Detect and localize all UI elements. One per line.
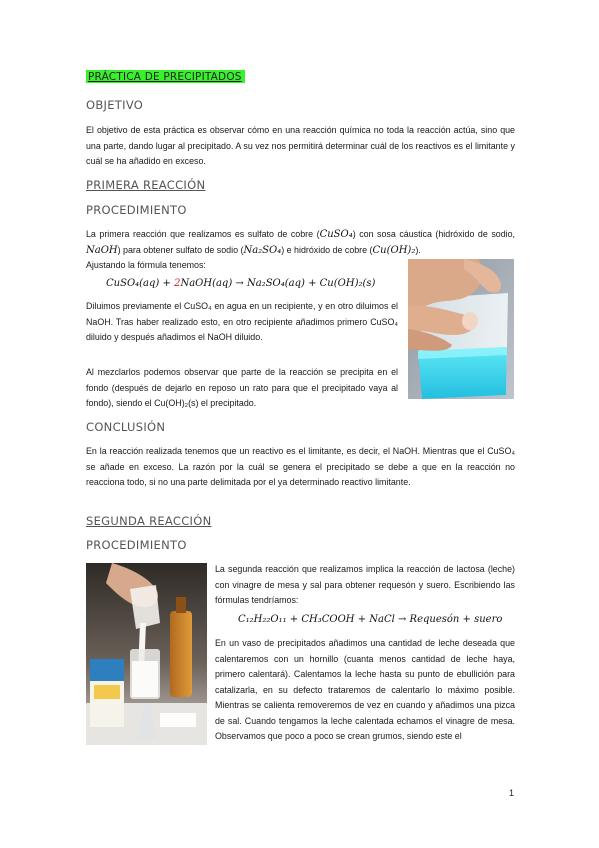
first-reaction-heading: PRIMERA REACCIÓN — [86, 178, 206, 192]
intro-text-d: ) e hidróxido de cobre ( — [281, 244, 373, 255]
conclusion-heading: CONCLUSIÓN — [86, 420, 166, 434]
intro-text-e: ). — [415, 244, 421, 255]
second-procedure-paragraph: En un vaso de precipitados añadimos una cantidad de leche deseada que calentaremos con un hornillo (cuanta menos cantidad de leche haya, primero calentará). Calentamos la leche hasta su punto de ebullición para catalizarla, en su defecto trataremos de calentarlo lo máximo posible. Mientras se calienta removeremos de vez en cuando y añadimos una pizca de sal. Cuando tengamos la leche calentada echamos el vinagre de mesa. Observamos que poco a poco se crean grumos, siendo este el — [215, 638, 515, 741]
second-reaction-heading: SEGUNDA REACCIÓN — [86, 514, 212, 528]
milk-pouring-photo — [86, 563, 207, 745]
equation-coefficient: 2 — [174, 278, 181, 289]
second-intro-paragraph: La segunda reacción que realizamos implica la reacción de lactosa (leche) con vinagre de mesa y sal para obtener requesón y suero. Escribiendo las fórmulas tendríamos: — [215, 564, 515, 605]
conclusion-paragraph: En la reacción realizada tenemos que un reactivo es el limitante, es decir, el NaOH. Mientras que el CuSO₄ se añade en exceso. La razón por la cuál se genera el precipitado se debe a que en la reacción no reacciona todo, si no una parte delimitada por el ya determinado reactivo limitante. — [86, 446, 515, 487]
objective-heading: OBJETIVO — [86, 98, 144, 112]
equation-right: NaOH(aq) → Na₂SO₄(aq) + Cu(OH)₂(s) — [180, 278, 376, 289]
precipitate-cup-image — [408, 259, 514, 399]
second-procedure-heading: PROCEDIMIENTO — [86, 538, 187, 552]
objective-paragraph: El objetivo de esta práctica es observar cómo en una reacción química no toda la reacción actúa, sino que una parte, dando lugar al precipitado. A su vez nos permitirá determinar cuál de los reactivos es el limitante y cuál se ha añadido en exceso. — [86, 125, 515, 166]
intro-text-f: Ajustando la fórmula tenemos: — [86, 260, 206, 270]
formula-cuoh2: Cu(OH)₂ — [372, 244, 416, 256]
formula-na2so4: Na₂SO₄ — [243, 244, 282, 256]
page-title: PRÁCTICA DE PRECIPITADOS — [86, 70, 245, 83]
intro-text-b: ) con sosa cáustica (hidróxido de sodio, — [352, 229, 516, 239]
first-procedure-heading: PROCEDIMIENTO — [86, 203, 187, 217]
formula-naoh: NaOH — [86, 244, 118, 256]
first-equation — [106, 278, 406, 289]
equation-left: CuSO₄(aq) + — [106, 278, 175, 289]
formula-cuso4: CuSO₄ — [319, 229, 353, 240]
observe-paragraph: Al mezclarlos podemos observar que parte de la reacción se precipita en el fondo (después de dejarlo en reposo un rato para que el precipitado vaya al fondo), siendo el Cu(OH)₂(s) el precipitado. — [86, 367, 398, 408]
milk-pouring-image — [86, 563, 207, 745]
intro-text-c: ) para obtener sulfato de sodio ( — [117, 244, 244, 255]
page-number: 1 — [509, 788, 515, 798]
dilute-paragraph: Diluimos previamente el CuSO₄ en agua en un recipiente, y en otro diluimos el NaOH. Tras haber realizado esto, en otro recipiente añadimos primero CuSO₄ diluido y después añadimos el NaOH diluido. — [86, 301, 398, 342]
second-equation: C₁₂H₂₂O₁₁ + CH₃COOH + NaCl → Requesón + suero — [238, 614, 503, 625]
precipitate-cup-photo — [408, 259, 514, 399]
intro-text-a: La primera reacción que realizamos es sulfato de cobre ( — [86, 229, 320, 239]
